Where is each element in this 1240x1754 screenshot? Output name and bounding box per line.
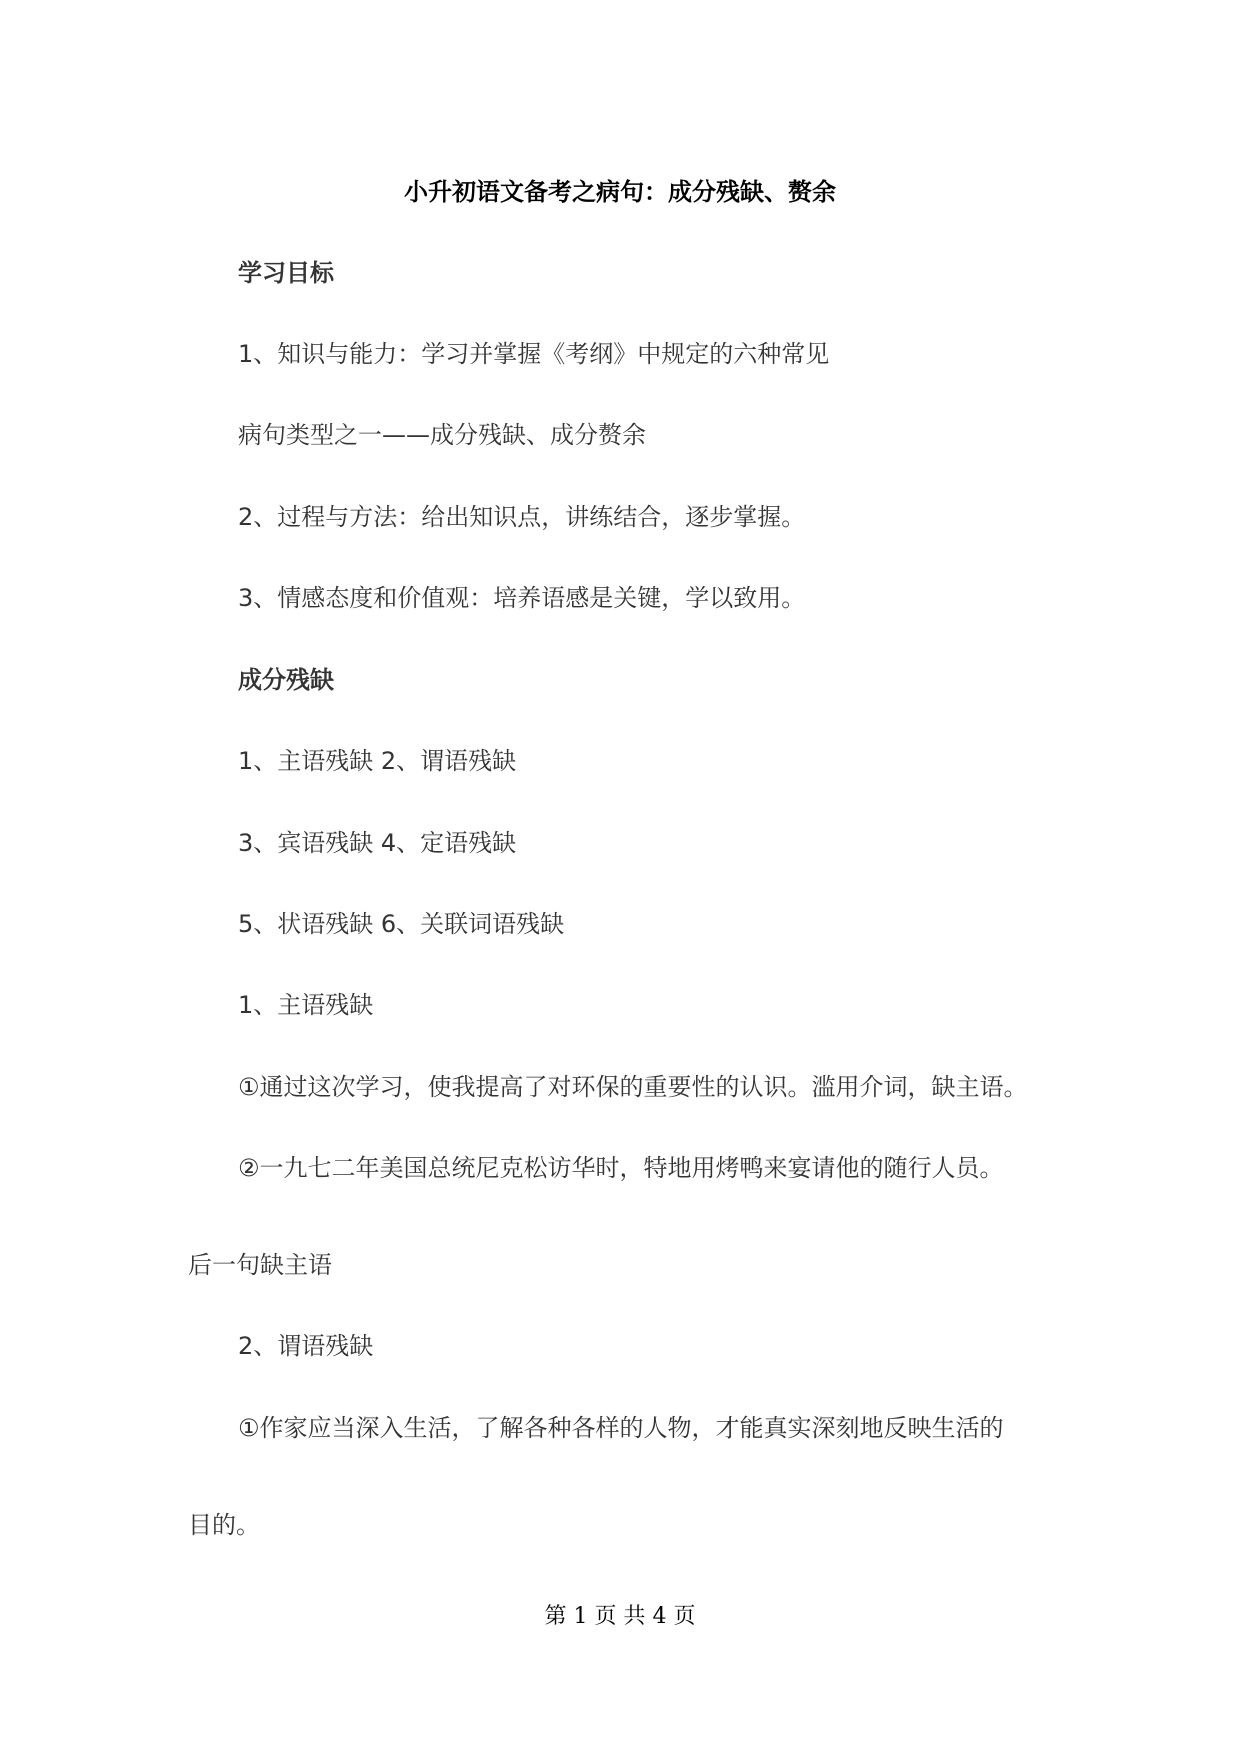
paragraph-line: 1、知识与能力：学习并掌握《考纲》中规定的六种常见 xyxy=(238,340,830,368)
paragraph-line: 5、状语残缺 6、关联词语残缺 xyxy=(238,910,565,938)
section-heading-missing-components: 成分残缺 xyxy=(238,666,334,694)
example-sentence: ①作家应当深入生活，了解各种各样的人物，才能真实深刻地反映生活的 xyxy=(238,1414,1004,1442)
paragraph-line: 2、过程与方法：给出知识点，讲练结合，逐步掌握。 xyxy=(238,503,806,531)
subheading-subject-missing: 1、主语残缺 xyxy=(238,991,374,1019)
paragraph-line: 3、宾语残缺 4、定语残缺 xyxy=(238,829,517,857)
paragraph-line: 3、情感态度和价值观：培养语感是关键，学以致用。 xyxy=(238,584,806,612)
section-heading-learning-goals: 学习目标 xyxy=(238,259,334,287)
document-title: 小升初语文备考之病句：成分残缺、赘余 xyxy=(404,178,836,206)
page-number-footer: 第 1 页 共 4 页 xyxy=(544,1604,696,1629)
subheading-predicate-missing: 2、谓语残缺 xyxy=(238,1332,374,1360)
paragraph-line: 病句类型之一——成分残缺、成分赘余 xyxy=(238,421,646,449)
example-sentence: ②一九七二年美国总统尼克松访华时，特地用烤鸭来宴请他的随行人员。 xyxy=(238,1154,1004,1182)
paragraph-line: 后一句缺主语 xyxy=(188,1251,332,1279)
paragraph-line: 目的。 xyxy=(188,1511,260,1539)
example-sentence: ①通过这次学习，使我提高了对环保的重要性的认识。滥用介词，缺主语。 xyxy=(238,1073,1028,1101)
paragraph-line: 1、主语残缺 2、谓语残缺 xyxy=(238,747,517,775)
